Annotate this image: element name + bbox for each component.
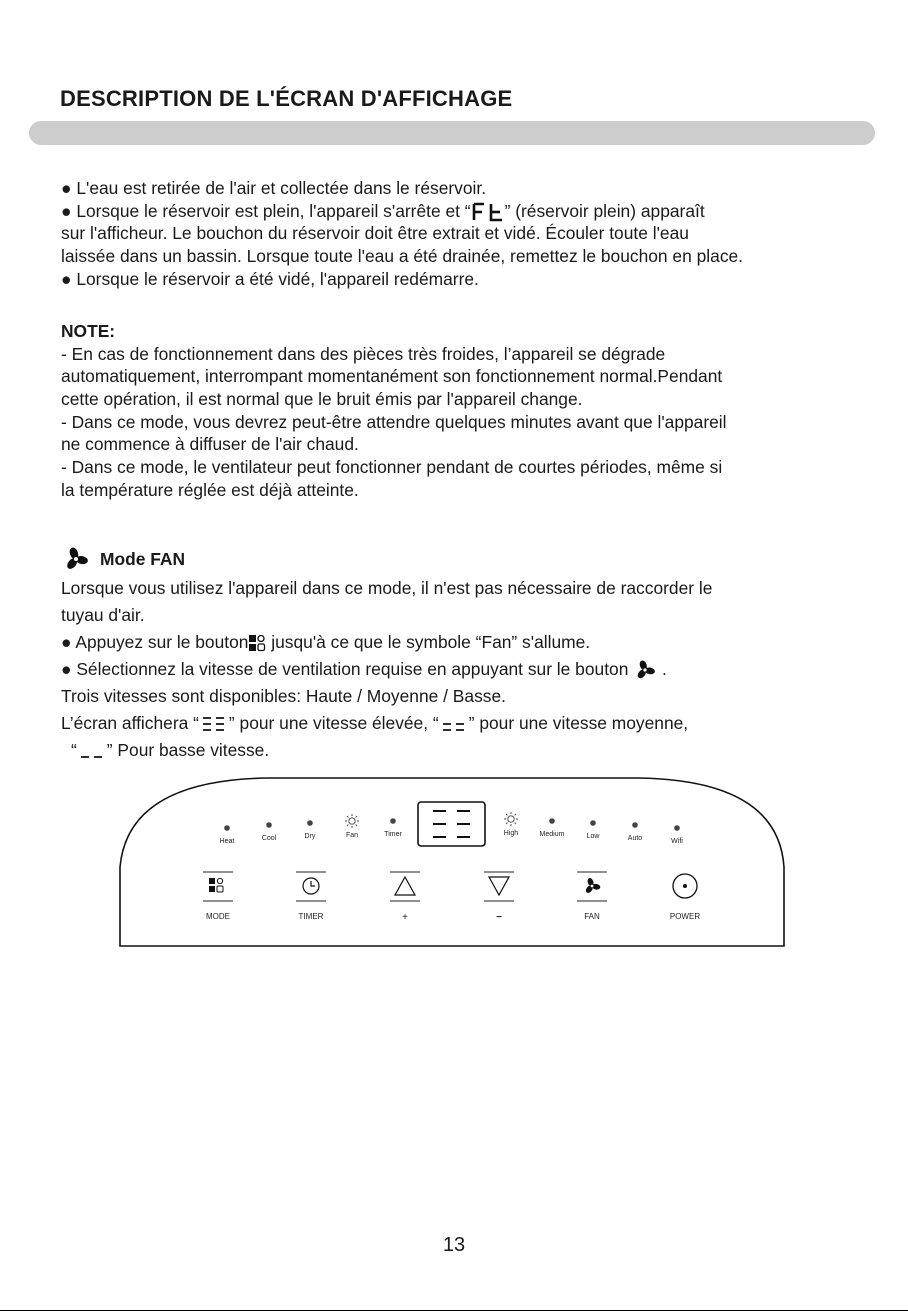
bottom-rule [0,1310,908,1311]
svg-text:−: − [496,912,502,923]
low-speed-segment-icon [77,742,107,760]
svg-text:Timer: Timer [384,831,402,838]
note-line: la température réglée est déjà atteinte. [61,479,359,500]
fan-line: tuyau d'air. [61,605,145,625]
svg-text:Heat: Heat [219,838,235,845]
svg-text:Medium: Medium [539,831,565,838]
control-panel-diagram [118,775,788,950]
note-line: - Dans ce mode, vous devrez peut-être attendre quelques minutes avant que l'appareil [61,411,727,432]
fan-line: ● Sélectionnez la vitesse de ventilation requise en appuyant sur le bouton . [61,659,667,679]
title-divider-bar [29,121,875,145]
tank-full-fl-icon [471,202,505,222]
svg-text:Fan: Fan [345,832,359,839]
svg-text:TIMER: TIMER [298,912,324,921]
fan-line: Lorsque vous utilisez l'appareil dans ce mode, il n'est pas nécessaire de raccorder le [61,578,713,598]
intro-line: ● L'eau est retirée de l'air et collectée dans le réservoir. [61,178,487,198]
svg-text:Low: Low [586,833,600,840]
note-section [61,320,727,502]
note-line: automatiquement, interrompant momentanément son fonctionnement normal.Pendant [61,366,723,387]
intro-line: ● Lorsque le réservoir est plein, l'appareil s'arrête et “ ” (réservoir plein) apparaît [61,200,705,221]
page-title: DESCRIPTION DE L'ÉCRAN D'AFFICHAGE [60,86,513,111]
svg-text:POWER: POWER [669,912,701,921]
svg-text:Auto: Auto [627,835,643,842]
led-display [418,802,485,846]
note-line: - Dans ce mode, le ventilateur peut fonctionner pendant de courtes périodes, même si [61,457,723,478]
note-line: cette opération, il est normal que le bruit émis par l'appareil change. [61,389,583,410]
fan-mode-heading [62,547,185,571]
fan-mode-section [61,575,712,764]
fan-line: Trois vitesses sont disponibles: Haute / Moyenne / Basse. [61,686,506,706]
svg-text:FAN: FAN [584,912,600,921]
fan-line: “ ” Pour basse vitesse. [71,740,270,760]
svg-text:MODE: MODE [206,912,230,921]
note-line: ne commence à diffuser de l'air chaud. [61,434,359,455]
high-speed-segment-icon [199,715,229,733]
fan-mode-title: Mode FAN [100,548,186,569]
svg-text:Cool: Cool [261,835,277,842]
svg-text:Dry: Dry [304,833,316,840]
svg-text:Wifi: Wifi [671,838,683,845]
note-heading: NOTE: [61,321,116,341]
mode-icon [248,634,266,652]
medium-speed-segment-icon [439,715,469,733]
intro-line: sur l'afficheur. Le bouchon du réservoir doit être extrait et vidé. Écouler toute l'eau [61,223,689,244]
fan-line: L’écran affichera “ ” pour une vitesse élevée, “ ” pour une vitesse moyenne, [61,713,689,733]
intro-section [61,177,743,290]
intro-line: laissée dans un bassin. Lorsque toute l'eau a été drainée, remettez le bouchon en place. [61,246,744,267]
fan-line: ● Appuyez sur le bouton jusqu'à ce que le symbole “Fan” s'allume. [61,632,591,652]
note-line: - En cas de fonctionnement dans des pièces très froides, l’appareil se dégrade [61,343,666,364]
svg-text:+: + [402,912,408,923]
intro-line: ● Lorsque le réservoir a été vidé, l'appareil redémarre. [61,268,479,289]
page-number: 13 [442,1234,466,1256]
fan-icon [633,660,657,680]
svg-text:High: High [503,830,519,837]
fan-icon [62,547,90,571]
